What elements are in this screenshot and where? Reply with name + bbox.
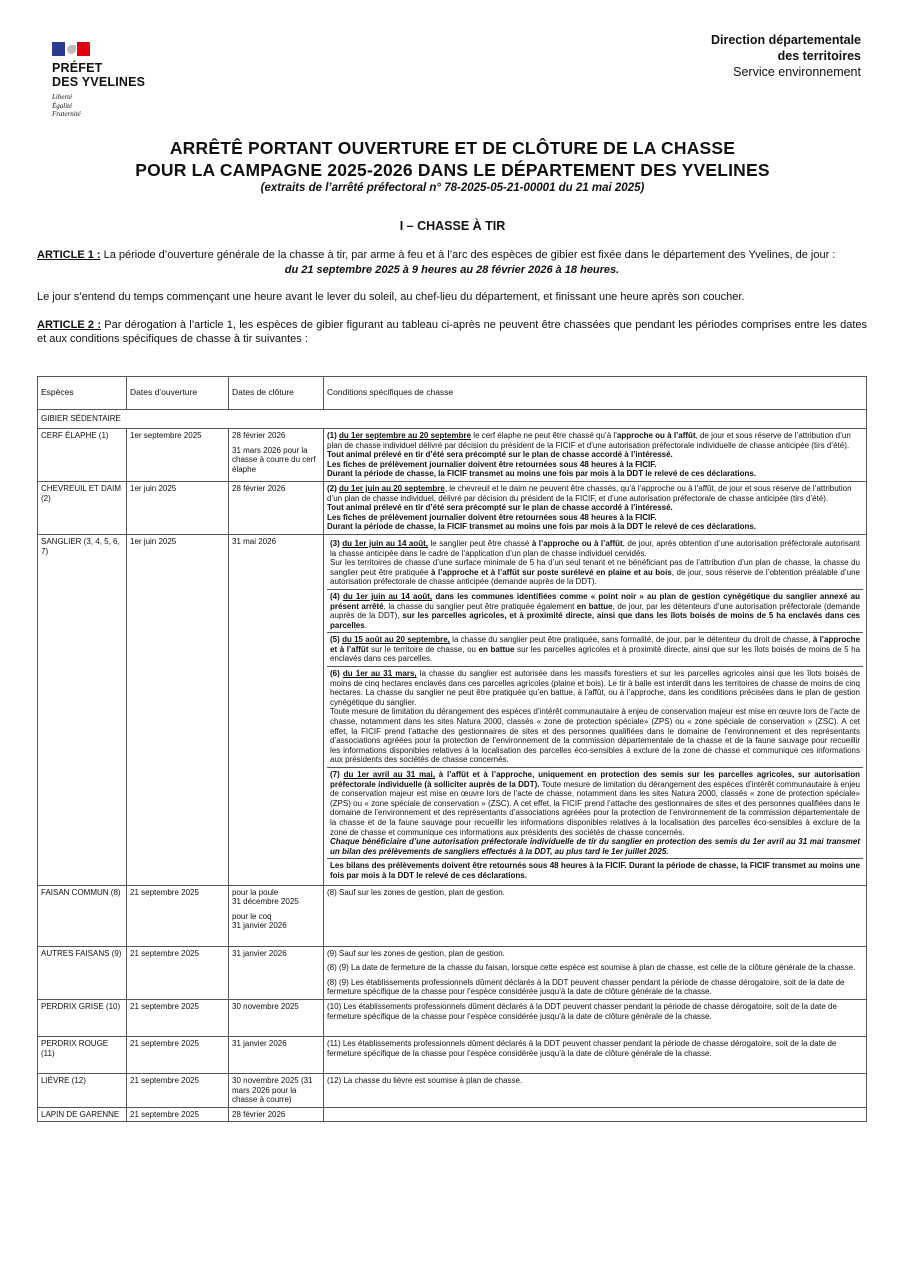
table-row: FAISAN COMMUN (8) 21 septembre 2025 pour la poule 31 décembre 2025 pour le coq 31 janvier 2026 (8) Sauf sur les zones de gestion, plan de gestion. — [38, 885, 867, 946]
condition-4: (4) du 1er juin au 14 août, dans les communes identifiées comme « point noir » au plan de gestion cynégétique du sanglier annexé au présent arrêté, la chasse du sanglier peut être pratiquée également en battue, de jour, par les détenteurs d’une autorisation préfectorale (demande auprès de la DDT), sur les parcelles agricoles, et à proximité directe, ainsi que dans les îlots boisés de moins de 5 ha enclavés dans ces parcelles. — [327, 590, 863, 633]
table-row: PERDRIX ROUGE (11) 21 septembre 2025 31 janvier 2026 (11) Les établissements professionnels dûment déclarés à la DDT peuvent chasser pendant la période de chasse dérogatoire, soit de la date de fermeture spécifique de la chasse pour l’espèce considérée jusqu’à la date de clôture générale de la chasse. — [38, 1036, 867, 1073]
table-row: CERF ÉLAPHE (1) 1er septembre 2025 28 février 2026 31 mars 2026 pour la chasse à courre du cerf élaphe (1) du 1er septembre au 20 septembre le cerf élaphe ne peut être chassé qu’à l’approche ou à l’affût, de jour et sous réserve de l’attribution d’un plan de chasse individuel délivré par décision du président de la FICIF et d’une autorisation préfectorale individuelle de chasse anticipée (tirs d’été). Tout animal prélevé en tir d’été sera précompté sur le plan de chasse accordé à l’intéressé. Les fiches de prélèvement journalier doivent être retournées sous 48 heures à la FICIF. Durant la période de chasse, la FICIF transmet au moins une fois par mois à la DDT le relevé de ces déclarations. — [38, 429, 867, 482]
table-row: CHEVREUIL ET DAIM (2) 1er juin 2025 28 février 2026 (2) du 1er juin au 20 septembre, le chevreuil et le daim ne peuvent être chassés, qu’à l’approche ou à l’affût, de jour et sous réserve de l’attribution d’un plan de chasse individuel, délivré par décision du président de la FICIF, et d’une autorisation préfectorale de chasse anticipée (tirs d’été). Tout animal prélevé en tir d’été sera précompté sur le plan de chasse accordé à l’intéressé. Les fiches de prélèvement journalier doivent être retournées sous 48 heures à la FICIF. Durant la période de chasse, la FICIF transmet au moins une fois par mois à la DDT le relevé de ces déclarations. — [38, 481, 867, 534]
article-1-period: du 21 septembre 2025 à 9 heures au 28 février 2026 à 18 heures. — [284, 263, 620, 276]
table-row: LIÈVRE (12) 21 septembre 2025 30 novembre 2025 (31 mars 2026 pour la chasse à courre) (12) La chasse du lièvre est soumise à plan de chasse. — [38, 1073, 867, 1107]
table-row: PERDRIX GRISE (10) 21 septembre 2025 30 novembre 2025 (10) Les établissements professionnels dûment déclarés à la DDT peuvent chasser pendant la période de chasse dérogatoire, soit de la date de fermeture spécifique de la chasse pour l’espèce considérée jusqu’à la date de clôture générale de la chasse. — [38, 999, 867, 1036]
table-header-row — [38, 377, 867, 410]
title-line2: POUR LA CAMPAGNE 2025-2026 DANS LE DÉPARTEMENT DES YVELINES — [135, 160, 770, 180]
condition-6: (6) du 1er au 31 mars, la chasse du sanglier est autorisée dans les massifs forestiers et sur les parcelles agricoles ainsi que les îlots boisés de moins de cinq hectares enclavés dans ces parcelles agricoles (plaine et bois). Le tir à balle est interdit dans les territoires de chasse de moins de cinq hectares. La chasse du sanglier ne peut être pratiquée qu’en battue, à l’affût, ou à l’approche, dans les conditions précisées dans le plan de gestion cynégétique du sanglier. Toute mesure de limitation du dérangement des espèces d’intérêt communautaire à enjeu de conservation majeur est mise en œuvre lors de l’acte de chasse, notamment dans les sites Natura 2000, classés « zone de protection spéciale» (ZPS) ou « zone spéciale de conservation » (ZSC). A cet effet, la FICIF prend l’attache des gestionnaires de sites et des personnes qualifiées dans le domaine de l’environnement et des représentants d’associations agréées pour la protection de l’environnement de la commission départementale de la chasse et de la faune sauvage pour recueillir les informations disponibles relatives à la localisation des parcelles éco-sensibles à exclure de la zone de chasse et communique ces informations aux présidents des sociétés de chasse concernés. — [327, 667, 863, 768]
direction-line1: Direction départementale — [710, 33, 861, 47]
section-heading: I – CHASSE À TIR — [399, 219, 506, 233]
day-definition: Le jour s’entend du temps commençant une heure avant le lever du soleil, au chef-lieu du département, et finissant une heure après son coucher. — [37, 291, 745, 303]
table-row: SANGLIER (3, 4, 5, 6, 7) 1er juin 2025 31 mai 2026 (3) du 1er juin au 14 août, le sanglier peut être chassé à l’approche ou à l’affût, de jour, après obtention d’une autorisation préfectorale autorisant la chasse anticipée dans le cadre de l’application d’un plan de chasse individuel cervidés. Sur les territoires de chasse d’une surface minimale de 5 ha d’un seul tenant et ne bénéficiant pas de l’attribution d’un plan de chasse, la chasse du sanglier peut être pratiquée à l’approche et à l’affût sur poste surélevé en plaine et au bois, de jour, sous réserve de l’obtention préalable d’une autorisation préfectorale de chasse anticipée (demande auprès de la DDT). (4) du 1er juin au 14 août, dans les communes identifiées comme « point noir » au plan de gestion cynégétique du sanglier annexé au présent arrêté, la chasse du sanglier peut être pratiquée également en battue, de jour, par les détenteurs d’une autorisation préfectorale (demande auprès de la DDT), sur les parcelles agricoles, et à proximité directe, ainsi que dans les îlots boisés de moins de 5 ha enclavés dans ces parcelles. (5) du 15 août au 20 septembre, la chasse du sanglier peut être pratiquée, sans formalité, de jour, par le détenteur du droit de chasse, à l’approche et à l’affût sur le territoire de chasse, ou en battue sur les parcelles agricoles et à proximité directe, ainsi que sur les îlots boisés de moins de 5 ha enclavés dans ces parcelles. (6) du 1er au 31 mars, la chasse du sanglier est autorisée dans les massifs forestiers et sur les parcelles agricoles ainsi que les îlots boisés de moins de cinq hectares enclavés dans ces parcelles agricoles (plaine et bois). Le tir à balle est interdit dans les territoires de chasse de moins de cinq hectares. La chasse du sanglier ne peut être pratiquée qu’en battue, à l’affût, ou à l’approche, dans les conditions précisées dans le plan de gestion cynégétique du sanglier. Toute mesure de limitation du dérangement des espèces d’intérêt communautaire à enjeu de conservation majeur est mise en œuvre lors de l’acte de chasse, notamment dans les sites Natura 2000, classés « zone de protection spéciale» (ZPS) ou « zone spéciale de conservation » (ZSC). A cet effet, la FICIF prend l’attache des gestionnaires de sites et des personnes qualifiées dans le domaine de l’environnement et des représentants d’associations agréées pour la protection de l’environnement de la commission départementale de la chasse et de la faune sauvage pour recueillir les informations disponibles relatives à la localisation des parcelles éco-sensibles à exclure de la zone de chasse et communique ces informations aux présidents des sociétés de chasse concernés. (7) du 1er avril au 31 mai, à l’affût et à l’approche, uniquement en protection des semis sur les parcelles agricoles, sur autorisation préfectorale individuelle (à solliciter auprès de la DDT). Toute mesure de limitation du dérangement des espèces d’intérêt communautaire à enjeu de conservation majeur est mise en œuvre lors de l’acte de chasse, notamment dans les sites Natura 2000, classés « zone de protection spéciale» (ZPS) ou « zone spéciale de conservation » (ZSC). A cet effet, la FICIF prend l’attache des gestionnaires de sites et des personnes qualifiées dans le domaine de l’environnement et des représentants d’associations agréées pour la protection de l’environnement de la commission départementale de la chasse et de la faune sauvage pour recueillir les informations disponibles relatives à la localisation des parcelles éco-sensibles à exclure de la zone de chasse et communique ces informations aux présidents des sociétés de chasse concernés. Chaque bénéficiaire d’une autorisation préfectorale individuelle de tir du sanglier en protection des semis du 1er avril au 31 mai transmet un bilan des prélèvements de sangliers effectués à la DDT, au plus tard le 1er juillet 2025. Les bilans des prélèvements doivent être retournés sous 48 heures à la FICIF. Durant la période de chasse, la FICIF transmet au moins une fois par mois à la DDT le relevé de ces déclarations. — [38, 534, 867, 885]
marianne-flag-icon — [52, 42, 90, 56]
table-group-row: GIBIER SÉDENTAIRE — [38, 410, 867, 429]
prefet-logo — [52, 42, 172, 119]
condition-bilan: Les bilans des prélèvements doivent être retournés sous 48 heures à la FICIF. Durant la période de chasse, la FICIF transmet au moins une fois par mois à la DDT le relevé de ces déclarations. — [330, 861, 860, 880]
table-row: LAPIN DE GARENNE 21 septembre 2025 28 février 2026 — [38, 1107, 867, 1122]
header-close: Dates de clôture — [229, 377, 324, 410]
condition-7: (7) du 1er avril au 31 mai, à l’affût et à l’approche, uniquement en protection des semis sur les parcelles agricoles, sur autorisation préfectorale individuelle (à solliciter auprès de la DDT). Toute mesure de limitation du dérangement des espèces d’intérêt communautaire à enjeu de conservation majeur est mise en œuvre lors de l’acte de chasse, notamment dans les sites Natura 2000, classés « zone de protection spéciale» (ZPS) ou « zone spéciale de conservation » (ZSC). A cet effet, la FICIF prend l’attache des gestionnaires de sites et des personnes qualifiées dans le domaine de l’environnement et des représentants d’associations agréées pour la protection de l’environnement de la commission départementale de la chasse et de la faune sauvage pour recueillir les informations disponibles relatives à la localisation des parcelles éco-sensibles à exclure de la zone de chasse et communique ces informations aux présidents des sociétés de chasse concernés. Chaque bénéficiaire d’une autorisation préfectorale individuelle de tir du sanglier en protection des semis du 1er avril au 31 mai transmet un bilan des prélèvements de sangliers effectués à la DDT, au plus tard le 1er juillet 2025. — [327, 768, 863, 859]
articles — [37, 248, 867, 347]
header-open: Dates d’ouverture — [127, 377, 229, 410]
title-subtitle: (extraits de l’arrêté préfectoral n° 78-2025-05-21-00001 du 21 mai 2025) — [260, 182, 645, 194]
devise: Liberté Égalité Fraternité — [52, 93, 81, 118]
title-line1: ARRÊTÊ PORTANT OUVERTURE ET DE CLÔTURE DE LA CHASSE — [169, 138, 736, 158]
hunting-periods-table — [37, 376, 867, 1122]
table-row: AUTRES FAISANS (9) 21 septembre 2025 31 janvier 2026 (9) Sauf sur les zones de gestion, plan de gestion. (8) (9) La date de fermeture de la chasse du faisan, lorsque cette espèce est soumise à plan de chasse, est celle de la clôture générale de la chasse. (8) (9) Les établissements professionnels dûment déclarés à la DDT peuvent chasser pendant la période de chasse dérogatoire, soit de la date de fermeture spécifique de la chasse pour l’espèce considérée jusqu’à la date de clôture générale de la chasse. — [38, 946, 867, 999]
article-1: ARTICLE 1 : La période d’ouverture générale de la chasse à tir, par arme à feu et à l’arc des espèces de gibier est fixée dans le département des Yvelines, de jour : — [37, 249, 836, 261]
page-header — [0, 0, 905, 130]
header-species: Espèces — [38, 377, 127, 410]
service-name: Service environnement — [733, 65, 861, 79]
article-2: ARTICLE 2 : Par dérogation à l’article 1, les espèces de gibier figurant au tableau ci-après ne peuvent être chassées que pendant les périodes comprises entre les dates et aux conditions spécifiques de chasse à tir suivantes : — [37, 318, 867, 345]
header-conditions: Conditions spécifiques de chasse — [324, 377, 867, 410]
direction-block — [711, 32, 861, 80]
document-title — [0, 137, 905, 195]
condition-3: (3) du 1er juin au 14 août, le sanglier peut être chassé à l’approche ou à l’affût, de jour, après obtention d’une autorisation préfectorale autorisant la chasse anticipée dans le cadre de l’application d’un plan de chasse individuel cervidés. Sur les territoires de chasse d’une surface minimale de 5 ha d’un seul tenant et ne bénéficiant pas de l’attribution d’un plan de chasse, la chasse du sanglier peut être pratiquée à l’approche et à l’affût sur poste surélevé en plaine et au bois, de jour, sous réserve de l’obtention préalable d’une autorisation préfectorale de chasse anticipée (demande auprès de la DDT). — [327, 537, 863, 590]
logo-prefet: PRÉFET — [52, 61, 103, 75]
condition-5: (5) du 15 août au 20 septembre, la chasse du sanglier peut être pratiquée, sans formalité, de jour, par le détenteur du droit de chasse, à l’approche et à l’affût sur le territoire de chasse, ou en battue sur les parcelles agricoles et à proximité directe, ainsi que sur les îlots boisés de moins de 5 ha enclavés dans ces parcelles. — [327, 633, 863, 667]
logo-yvelines: DES YVELINES — [52, 75, 146, 89]
direction-line2: des territoires — [777, 49, 861, 63]
